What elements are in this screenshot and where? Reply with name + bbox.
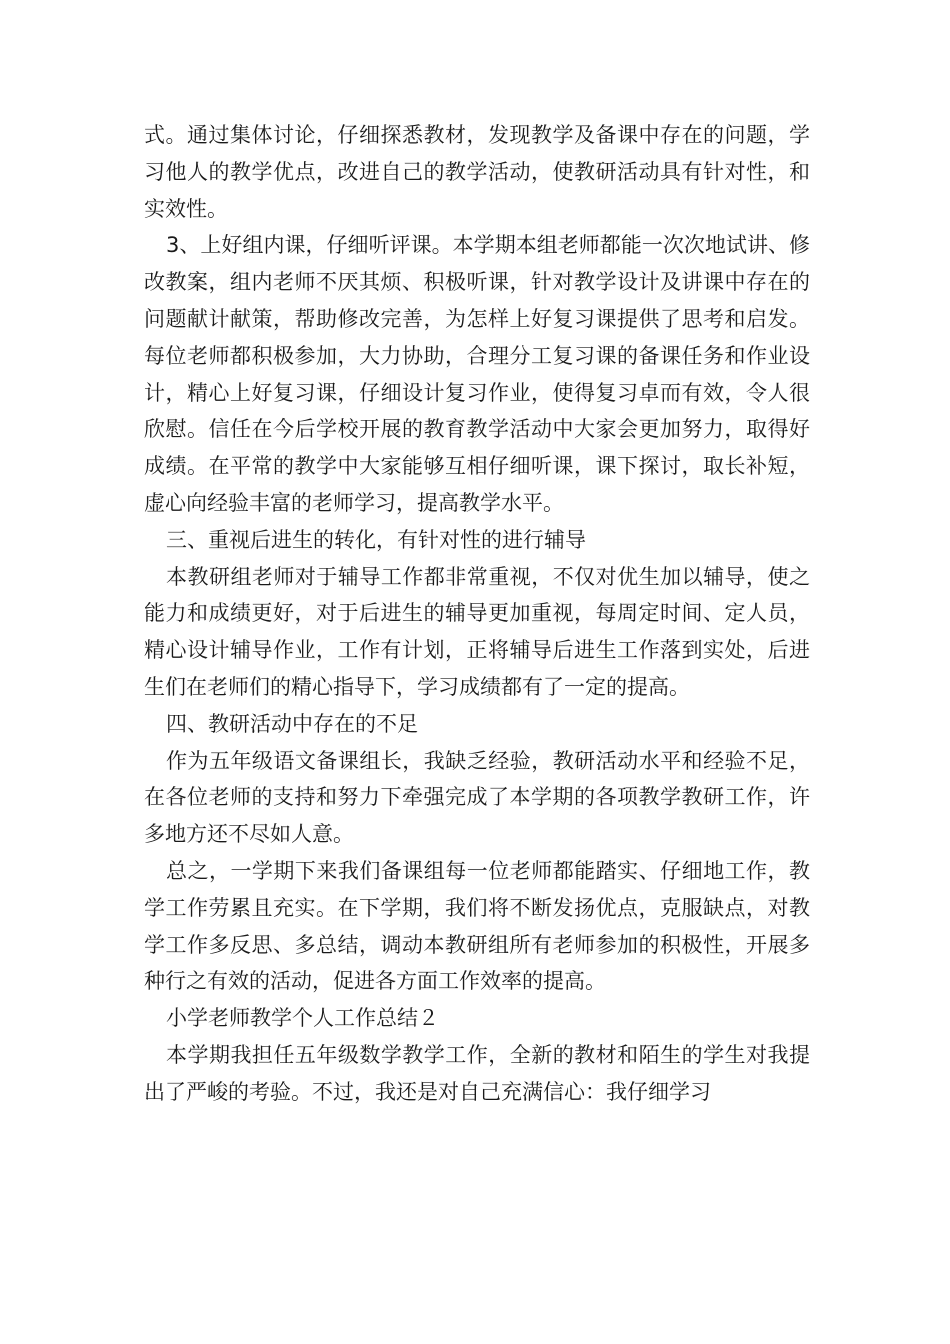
- section-heading-4: 四、教研活动中存在的不足: [166, 711, 418, 736]
- paragraph-intro-2: 本学期我担任五年级数学教学工作，全新的教材和陌生的学生对我提出了严峻的考验。不过，我还是对自己充满信心：我仔细学习: [144, 1042, 810, 1104]
- paragraph-tutoring: 本教研组老师对于辅导工作都非常重视，不仅对优生加以辅导，使之能力和成绩更好，对于后进生的辅导更加重视，每周定时间、定人员，精心设计辅导作业，工作有计划，正将辅导后进生工作落到实处，后进生们在老师们的精心指导下，学习成绩都有了一定的提高。: [144, 564, 810, 699]
- paragraph-shortcomings: 作为五年级语文备课组长，我缺乏经验，教研活动水平和经验不足，在各位老师的支持和努力下牵强完成了本学期的各项教学教研工作，许多地方还不尽如人意。: [144, 748, 810, 847]
- section-heading-3: 三、重视后进生的转化，有针对性的进行辅导: [166, 527, 586, 552]
- paragraph-item-3: 3、上好组内课，仔细听评课。本学期本组老师都能一次次地试讲、修改教案，组内老师不厌其烦、积极听课，针对教学设计及讲课中存在的问题献计献策，帮助修改完善，为怎样上好复习课提供了思考和启发。每位老师都积极参加，大力协助，合理分工复习课的备课任务和作业设计，精心上好复习课，仔细设计复习作业，使得复习卓而有效，令人很欣慰。信任在今后学校开展的教育教学活动中大家会更加努力，取得好成绩。在平常的教学中大家能够互相仔细听课，课下探讨，取长补短，虚心向经验丰富的老师学习，提高教学水平。: [144, 233, 810, 515]
- document-body: [144, 117, 810, 1111]
- document-title-2: 小学老师教学个人工作总结２: [166, 1006, 439, 1031]
- paragraph-continued: 式。通过集体讨论，仔细探悉教材，发现教学及备课中存在的问题，学习他人的教学优点，改进自己的教学活动，使教研活动具有针对性，和实效性。: [144, 123, 810, 221]
- paragraph-conclusion: 总之，一学期下来我们备课组每一位老师都能踏实、仔细地工作，教学工作劳累且充实。在下学期，我们将不断发扬优点，克服缺点，对教学工作多反思、多总结，调动本教研组所有老师参加的积极性，开展多种行之有效的活动，促进各方面工作效率的提高。: [144, 858, 810, 994]
